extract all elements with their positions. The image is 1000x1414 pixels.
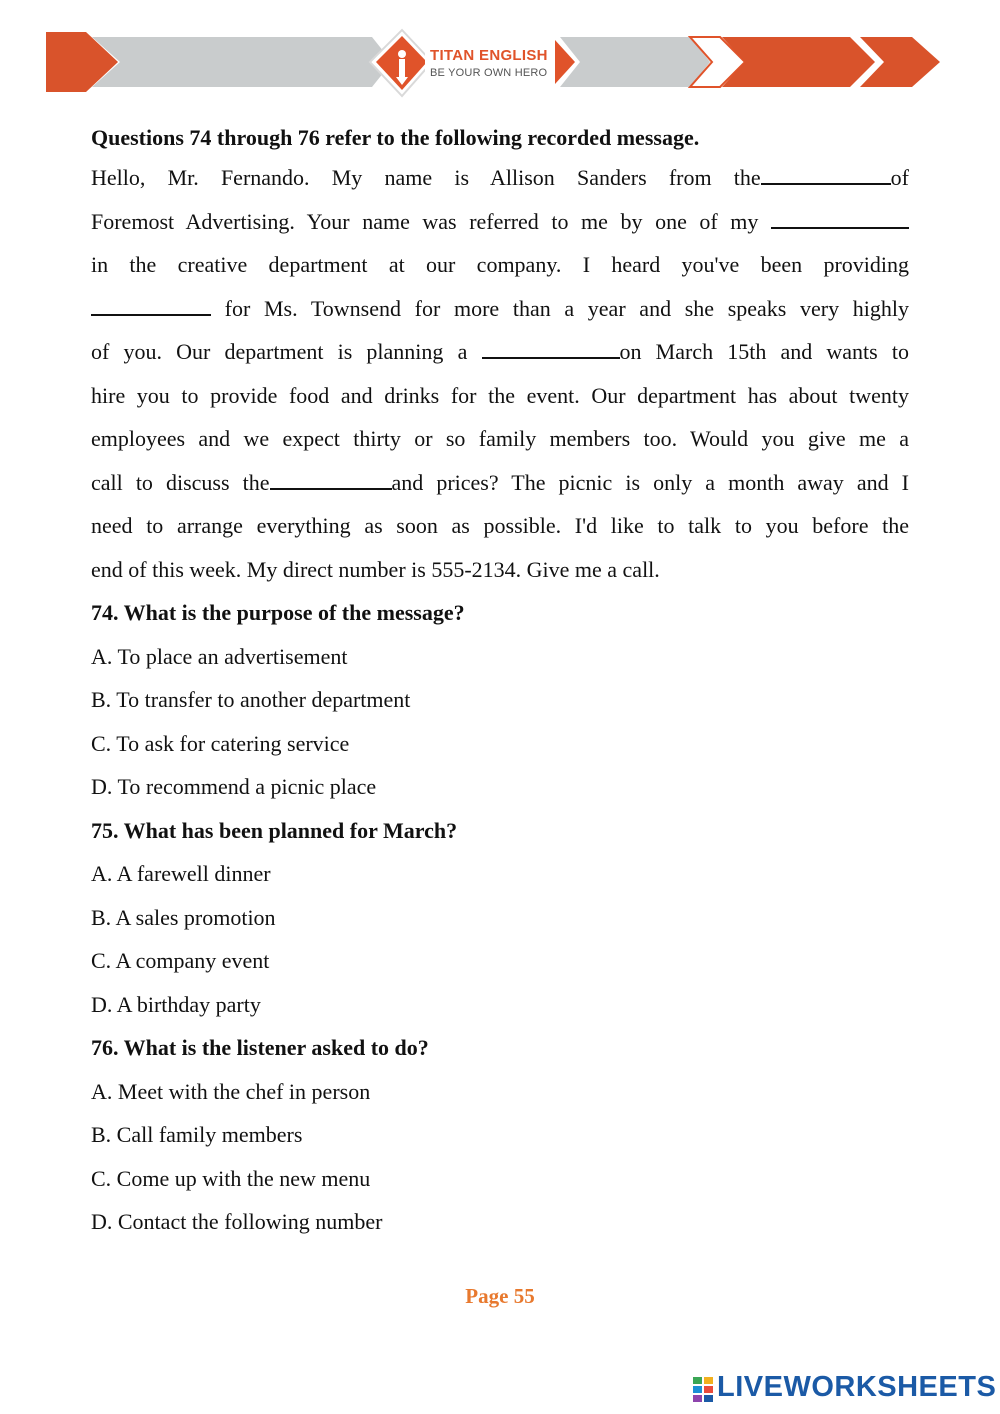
question-76: 76. What is the listener asked to do? [91,1035,429,1060]
passage-line [91,287,909,331]
option-76-a[interactable]: A. Meet with the chef in person [91,1078,371,1104]
option-76-c[interactable]: C. Come up with the new menu [91,1165,371,1191]
brand-tagline: BE YOUR OWN HERO [430,67,548,79]
page-number: Page 55 [465,1284,535,1308]
option-74-b[interactable]: B. To transfer to another department [91,687,411,712]
blank-3[interactable] [91,292,211,316]
passage-line: in the creative department at our company. I heard you've been providing [91,252,909,277]
passage-text: of you. Our department is planning a [91,339,468,364]
blank-5[interactable] [270,466,392,490]
question-75: 75. What has been planned for March? [91,817,458,843]
question-74: 74. What is the purpose of the message? [91,600,465,625]
option-74-d[interactable]: D. To recommend a picnic place [91,774,377,799]
blank-2[interactable] [771,205,909,229]
passage-text: Foremost Advertising. Your name was referred to me by one of my [91,208,759,234]
passage-text: and prices? The picnic is only a month away and I [391,469,910,495]
passage-line: end of this week. My direct number is 555-2134. Give me a call. [91,556,660,582]
passage-line: hire you to provide food and drinks for the event. Our department has about twenty [91,382,909,408]
option-76-d[interactable]: D. Contact the following number [91,1209,383,1234]
passage-text: call to discuss the [91,469,270,495]
passage-line [91,200,909,244]
passage [91,156,909,591]
passage-text: on March 15th and wants to [619,339,909,364]
passage-intro: Questions 74 through 76 refer to the following recorded message. [91,125,700,150]
option-75-d[interactable]: D. A birthday party [91,991,261,1017]
passage-line: employees and we expect thirty or so family members too. Would you give me a [91,426,909,451]
passage-text: of [890,165,909,190]
option-75-b[interactable]: B. A sales promotion [91,904,276,930]
passage-line [91,461,909,505]
passage-line [91,156,909,200]
passage-text: for Ms. Townsend for more than a year and she speaks very highly [224,295,910,321]
brand-name: TITAN ENGLISH [430,47,548,64]
option-76-b[interactable]: B. Call family members [91,1122,303,1147]
option-75-c[interactable]: C. A company event [91,948,270,973]
option-74-c[interactable]: C. To ask for catering service [91,730,350,756]
passage-line [91,330,909,374]
option-74-a[interactable]: A. To place an advertisement [91,643,348,669]
titan-logo-icon [370,30,432,96]
liveworksheets-logo-icon [693,1377,715,1403]
liveworksheets-watermark: LIVEWORKSHEETS [717,1371,997,1403]
blank-4[interactable] [482,335,620,359]
passage-text: Hello, Mr. Fernando. My name is Allison Sanders from the [91,165,761,190]
option-75-a[interactable]: A. A farewell dinner [91,861,271,886]
blank-1[interactable] [761,161,891,185]
worksheet-content [91,120,909,1244]
passage-line: need to arrange everything as soon as possible. I'd like to talk to you before the [91,513,909,538]
